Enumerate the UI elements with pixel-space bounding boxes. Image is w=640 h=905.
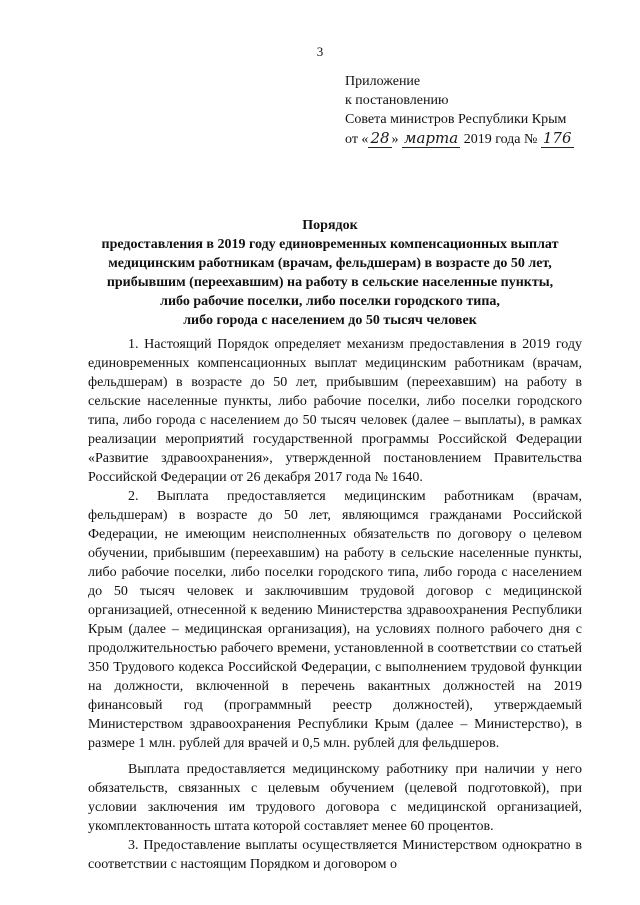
document-title [80,216,580,330]
handwritten-day: 28 [370,129,390,147]
handwritten-month: марта [404,129,459,147]
title-line: либо города с населением до 50 тысяч человек [183,313,477,328]
handwritten-number: 176 [542,129,572,147]
appendix-block [345,72,615,149]
document-body [88,335,582,874]
paragraph-1: 1. Настоящий Порядок определяет механизм предоставления в 2019 году единовременных компенсационных выплат медицинским работникам (врачам, фельдшерам) в возрасте до 50 лет, прибывшим (переехавшим) на работу в сельские населенные пункты, либо рабочие поселки, либо поселки городского типа, либо города с населением до 50 тысяч человек (далее – выплаты), в рамках реализации мероприятий государственной программы Российской Федерации «Развитие здравоохранения», утвержденной постановлением Правительства Российской Федерации от 26 декабря 2017 года № 1640. [88,337,582,485]
paragraph-3: 3. Предоставление выплаты осуществляется Министерством однократно в соответствии с настоящим Порядком и договором о [88,838,582,872]
title-line: медицинским работникам (врачам, фельдшерам) в возрасте до 50 лет, [108,256,552,271]
date-prefix: от « [345,132,369,147]
paragraph-2: 2. Выплата предоставляется медицинским работникам (врачам, фельдшерам) в возрасте до 50 лет, являющимся гражданами Российской Федерации, не имеющим неисполненных обязательств по договору о целевом обучении, прибывшим (переехавшим) на работу в сельские населенные пункты, либо рабочие поселки, либо поселки городского типа, либо города с населением до 50 тысяч человек и заключившим трудовой договор с медицинской организацией, отнесенной к ведению Министерства здравоохранения Республики Крым (далее – медицинская организация), на условиях полного рабочего дня с продолжительностью рабочего времени, установленной в соответствии со статьей 350 Трудового кодекса Российской Федерации, с выполнением трудовой функции на должности, включенной в перечень вакантных должностей на 2019 финансовый год (программный реестр должностей), утверждаемый Министерством здравоохранения Республики Крым (далее – Министерство), в размере 1 млн. рублей для врачей и 0,5 млн. рублей для фельдшеров. [88,489,582,751]
title-heading: Порядок [302,218,358,233]
appendix-line-resolution: к постановлению [345,93,449,108]
appendix-label: Приложение [345,74,421,89]
appendix-line-council: Совета министров Республики Крым [345,112,567,127]
title-line: прибывшим (переехавшим) на работу в сельские населенные пункты, [106,275,554,290]
page-number: 3 [316,44,324,59]
year-text: 2019 года № [463,132,538,147]
date-mid: » [391,132,399,147]
title-line: либо рабочие поселки, либо поселки городского типа, [160,294,500,309]
appendix-date-line [345,129,615,149]
title-line: предоставления в 2019 году единовременных компенсационных выплат [101,237,559,252]
paragraph-2-continuation: Выплата предоставляется медицинскому работнику при наличии у него обязательств, связанных с целевым обучением (целевой подготовкой), при условии заключения им трудового договора с медицинской организацией, укомплектованность штата которой составляет менее 60 процентов. [88,762,582,834]
